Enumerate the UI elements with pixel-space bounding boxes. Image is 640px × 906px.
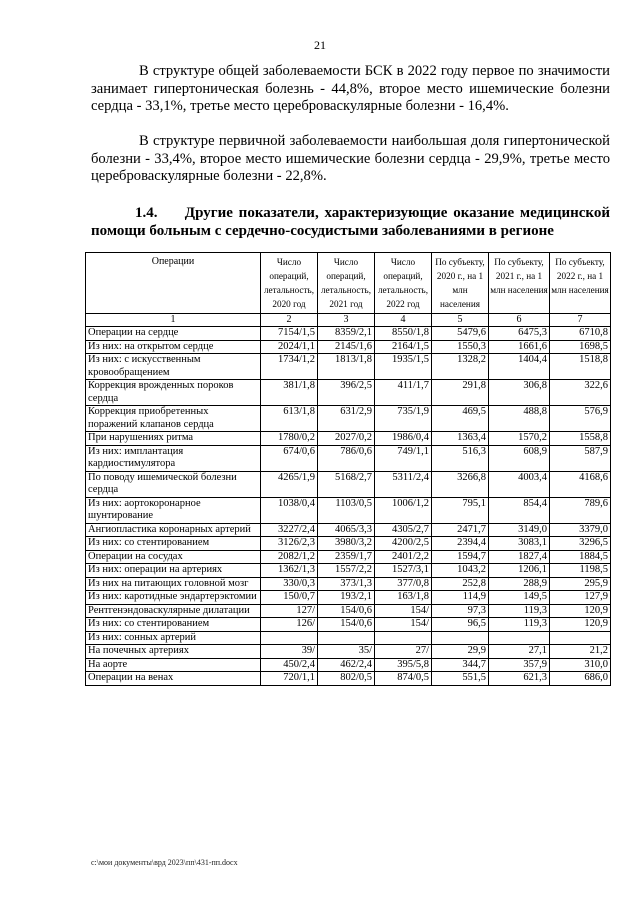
value-cell: 5311/2,4 — [375, 471, 432, 497]
table-row — [86, 406, 611, 432]
value-cell: 469,5 — [432, 406, 489, 432]
value-cell: 1006/1,2 — [375, 497, 432, 523]
header-per-million-2021: По субъекту, 2021 г., на 1 млн населения — [489, 253, 550, 314]
value-cell: 2164/1,5 — [375, 340, 432, 354]
value-cell: 1780/0,2 — [261, 432, 318, 446]
value-cell: 2027/0,2 — [318, 432, 375, 446]
value-cell — [375, 631, 432, 645]
value-cell: 120,9 — [550, 604, 611, 618]
value-cell: 4200/2,5 — [375, 537, 432, 551]
value-cell: 3379,0 — [550, 523, 611, 537]
value-cell: 4305/2,7 — [375, 523, 432, 537]
column-number: 2 — [261, 314, 318, 327]
paragraph-lead: В — [139, 63, 149, 79]
value-cell: 587,9 — [550, 445, 611, 471]
value-cell: 749/1,1 — [375, 445, 432, 471]
value-cell: 396/2,5 — [318, 380, 375, 406]
value-cell: 4003,4 — [489, 471, 550, 497]
value-cell: 789,6 — [550, 497, 611, 523]
value-cell: 381/1,8 — [261, 380, 318, 406]
page-number: 21 — [314, 38, 326, 52]
value-cell: 252,8 — [432, 577, 489, 591]
section-heading — [91, 204, 610, 240]
section-title: Другие показатели, характеризующие оказание медицинской помощи больным с сердечно-сосудистыми заболеваниями в регионе — [91, 205, 610, 239]
table-row — [86, 564, 611, 578]
operation-name-cell: Из них: аортокоронарное шунтирование — [86, 497, 261, 523]
value-cell: 1594,7 — [432, 550, 489, 564]
value-cell — [550, 631, 611, 645]
header-count-2021: Число операций, летальность, 2021 год — [318, 253, 375, 314]
operation-name-cell: Из них на питающих головной мозг — [86, 577, 261, 591]
value-cell: 1827,4 — [489, 550, 550, 564]
header-count-2022: Число операций, летальность, 2022 год — [375, 253, 432, 314]
operation-name-cell: Рентгенэндоваскулярные дилатации — [86, 604, 261, 618]
value-cell: 462/2,4 — [318, 658, 375, 672]
value-cell: 39/ — [261, 645, 318, 659]
table-row — [86, 658, 611, 672]
value-cell — [489, 631, 550, 645]
value-cell: 411/1,7 — [375, 380, 432, 406]
operation-name-cell: Из них: на открытом сердце — [86, 340, 261, 354]
table-row — [86, 645, 611, 659]
table-row — [86, 618, 611, 632]
value-cell: 2401/2,2 — [375, 550, 432, 564]
value-cell: 288,9 — [489, 577, 550, 591]
operations-table — [85, 252, 611, 686]
value-cell: 450/2,4 — [261, 658, 318, 672]
value-cell: 795,1 — [432, 497, 489, 523]
value-cell: 3296,5 — [550, 537, 611, 551]
value-cell: 854,4 — [489, 497, 550, 523]
value-cell: 154/0,6 — [318, 618, 375, 632]
value-cell: 295,9 — [550, 577, 611, 591]
operation-name-cell: Операции на сосудах — [86, 550, 261, 564]
value-cell: 193/2,1 — [318, 591, 375, 605]
value-cell: 4065/3,3 — [318, 523, 375, 537]
value-cell: 608,9 — [489, 445, 550, 471]
file-path-footer: c:\мои документы\врд 2023\пп\431-пп.docx — [91, 858, 238, 867]
operation-name-cell: Коррекция приобретенных поражений клапанов сердца — [86, 406, 261, 432]
value-cell: 1557/2,2 — [318, 564, 375, 578]
value-cell: 631/2,9 — [318, 406, 375, 432]
header-operations: Операции — [86, 253, 261, 314]
value-cell: 1043,2 — [432, 564, 489, 578]
value-cell: 3083,1 — [489, 537, 550, 551]
value-cell: 1404,4 — [489, 354, 550, 380]
table-row — [86, 591, 611, 605]
value-cell: 3149,0 — [489, 523, 550, 537]
value-cell — [261, 631, 318, 645]
value-cell: 613/1,8 — [261, 406, 318, 432]
value-cell: 1698,5 — [550, 340, 611, 354]
value-cell: 576,9 — [550, 406, 611, 432]
value-cell: 1518,8 — [550, 354, 611, 380]
value-cell: 119,3 — [489, 604, 550, 618]
column-number: 1 — [86, 314, 261, 327]
operation-name-cell: Из них: каротидные эндартерэктомии — [86, 591, 261, 605]
table-row — [86, 672, 611, 686]
value-cell: 1570,2 — [489, 432, 550, 446]
value-cell: 1813/1,8 — [318, 354, 375, 380]
value-cell: 488,8 — [489, 406, 550, 432]
value-cell: 1328,2 — [432, 354, 489, 380]
value-cell: 6475,3 — [489, 327, 550, 341]
operation-name-cell: Коррекция врожденных пороков сердца — [86, 380, 261, 406]
table-row — [86, 340, 611, 354]
paragraph-general-morbidity — [91, 63, 610, 116]
value-cell: 357,9 — [489, 658, 550, 672]
value-cell: 735/1,9 — [375, 406, 432, 432]
value-cell: 163/1,8 — [375, 591, 432, 605]
operation-name-cell: Из них: имплантация кардиостимулятора — [86, 445, 261, 471]
value-cell: 6710,8 — [550, 327, 611, 341]
value-cell: 621,3 — [489, 672, 550, 686]
value-cell: 3266,8 — [432, 471, 489, 497]
value-cell: 874/0,5 — [375, 672, 432, 686]
value-cell: 21,2 — [550, 645, 611, 659]
value-cell: 395/5,8 — [375, 658, 432, 672]
value-cell: 5479,6 — [432, 327, 489, 341]
table-row — [86, 577, 611, 591]
operation-name-cell: Из них: со стентированием — [86, 537, 261, 551]
value-cell: 27,1 — [489, 645, 550, 659]
operation-name-cell: Из них: операции на артериях — [86, 564, 261, 578]
column-number: 7 — [550, 314, 611, 327]
value-cell: 291,8 — [432, 380, 489, 406]
column-number: 3 — [318, 314, 375, 327]
table-row — [86, 445, 611, 471]
table-row — [86, 523, 611, 537]
value-cell: 1103/0,5 — [318, 497, 375, 523]
value-cell: 119,3 — [489, 618, 550, 632]
value-cell: 786/0,6 — [318, 445, 375, 471]
value-cell: 3980/3,2 — [318, 537, 375, 551]
value-cell — [318, 631, 375, 645]
table-row — [86, 631, 611, 645]
table-row — [86, 432, 611, 446]
header-per-million-2022: По субъекту, 2022 г., на 1 млн населения — [550, 253, 611, 314]
value-cell: 802/0,5 — [318, 672, 375, 686]
column-number: 6 — [489, 314, 550, 327]
table-row — [86, 471, 611, 497]
value-cell: 1038/0,4 — [261, 497, 318, 523]
value-cell: 1362/1,3 — [261, 564, 318, 578]
value-cell: 2359/1,7 — [318, 550, 375, 564]
header-count-2020: Число операций, летальность, 2020 год — [261, 253, 318, 314]
table-row — [86, 550, 611, 564]
value-cell: 1558,8 — [550, 432, 611, 446]
operation-name-cell: Из них: с искусственным кровообращением — [86, 354, 261, 380]
operation-name-cell: Ангиопластика коронарных артерий — [86, 523, 261, 537]
table-header-row — [86, 253, 611, 314]
value-cell: 686,0 — [550, 672, 611, 686]
value-cell: 516,3 — [432, 445, 489, 471]
value-cell: 96,5 — [432, 618, 489, 632]
value-cell — [432, 631, 489, 645]
value-cell: 29,9 — [432, 645, 489, 659]
value-cell: 4168,6 — [550, 471, 611, 497]
header-per-million-2020: По субъекту, 2020 г., на 1 млн населения — [432, 253, 489, 314]
value-cell: 127,9 — [550, 591, 611, 605]
table-row — [86, 327, 611, 341]
value-cell: 1527/3,1 — [375, 564, 432, 578]
operation-name-cell: При нарушениях ритма — [86, 432, 261, 446]
column-number: 4 — [375, 314, 432, 327]
value-cell: 2082/1,2 — [261, 550, 318, 564]
value-cell: 7154/1,5 — [261, 327, 318, 341]
value-cell: 344,7 — [432, 658, 489, 672]
paragraph-text: структуре первичной заболеваемости наибольшая доля гипертонической болезни - 33,4%, второе место ишемические болезни сердца - 29,9%, третье место цереброваскулярные болезни - 22,8%. — [91, 133, 610, 184]
value-cell: 127/ — [261, 604, 318, 618]
value-cell: 3227/2,4 — [261, 523, 318, 537]
value-cell: 306,8 — [489, 380, 550, 406]
value-cell: 322,6 — [550, 380, 611, 406]
value-cell: 126/ — [261, 618, 318, 632]
operation-name-cell: По поводу ишемической болезни сердца — [86, 471, 261, 497]
value-cell: 5168/2,7 — [318, 471, 375, 497]
value-cell: 3126/2,3 — [261, 537, 318, 551]
value-cell: 2394,4 — [432, 537, 489, 551]
value-cell: 8550/1,8 — [375, 327, 432, 341]
table-row — [86, 537, 611, 551]
value-cell: 35/ — [318, 645, 375, 659]
value-cell: 97,3 — [432, 604, 489, 618]
value-cell: 1935/1,5 — [375, 354, 432, 380]
operation-name-cell: Операции на венах — [86, 672, 261, 686]
operation-name-cell: На почечных артериях — [86, 645, 261, 659]
paragraph-primary-morbidity — [91, 133, 610, 186]
column-number: 5 — [432, 314, 489, 327]
value-cell: 551,5 — [432, 672, 489, 686]
value-cell: 1550,3 — [432, 340, 489, 354]
value-cell: 27/ — [375, 645, 432, 659]
value-cell: 2145/1,6 — [318, 340, 375, 354]
value-cell: 674/0,6 — [261, 445, 318, 471]
value-cell: 1986/0,4 — [375, 432, 432, 446]
value-cell: 1661,6 — [489, 340, 550, 354]
value-cell: 1734/1,2 — [261, 354, 318, 380]
value-cell: 720/1,1 — [261, 672, 318, 686]
value-cell: 114,9 — [432, 591, 489, 605]
value-cell: 373/1,3 — [318, 577, 375, 591]
value-cell: 120,9 — [550, 618, 611, 632]
value-cell: 1884,5 — [550, 550, 611, 564]
value-cell: 2471,7 — [432, 523, 489, 537]
value-cell: 4265/1,9 — [261, 471, 318, 497]
value-cell: 154/ — [375, 618, 432, 632]
value-cell: 154/0,6 — [318, 604, 375, 618]
section-number: 1.4. — [135, 205, 158, 221]
value-cell: 150/0,7 — [261, 591, 318, 605]
table-row — [86, 604, 611, 618]
table-row — [86, 380, 611, 406]
value-cell: 310,0 — [550, 658, 611, 672]
value-cell: 8359/2,1 — [318, 327, 375, 341]
paragraph-text: структуре общей заболеваемости БСК в 2022 году первое по значимости занимает гипертоническая болезнь - 44,8%, второе место ишемические болезни сердца - 33,1%, третье место цереброваскулярные болезни - 16,4%. — [91, 63, 610, 114]
value-cell: 1363,4 — [432, 432, 489, 446]
value-cell: 2024/1,1 — [261, 340, 318, 354]
value-cell: 377/0,8 — [375, 577, 432, 591]
table-row — [86, 497, 611, 523]
operation-name-cell: Из них: со стентированием — [86, 618, 261, 632]
operation-name-cell: На аорте — [86, 658, 261, 672]
paragraph-lead: В — [139, 133, 149, 149]
operation-name-cell: Из них: сонных артерий — [86, 631, 261, 645]
value-cell: 154/ — [375, 604, 432, 618]
value-cell: 149,5 — [489, 591, 550, 605]
column-number-row — [86, 314, 611, 327]
value-cell: 1198,5 — [550, 564, 611, 578]
table-row — [86, 354, 611, 380]
operation-name-cell: Операции на сердце — [86, 327, 261, 341]
value-cell: 1206,1 — [489, 564, 550, 578]
value-cell: 330/0,3 — [261, 577, 318, 591]
